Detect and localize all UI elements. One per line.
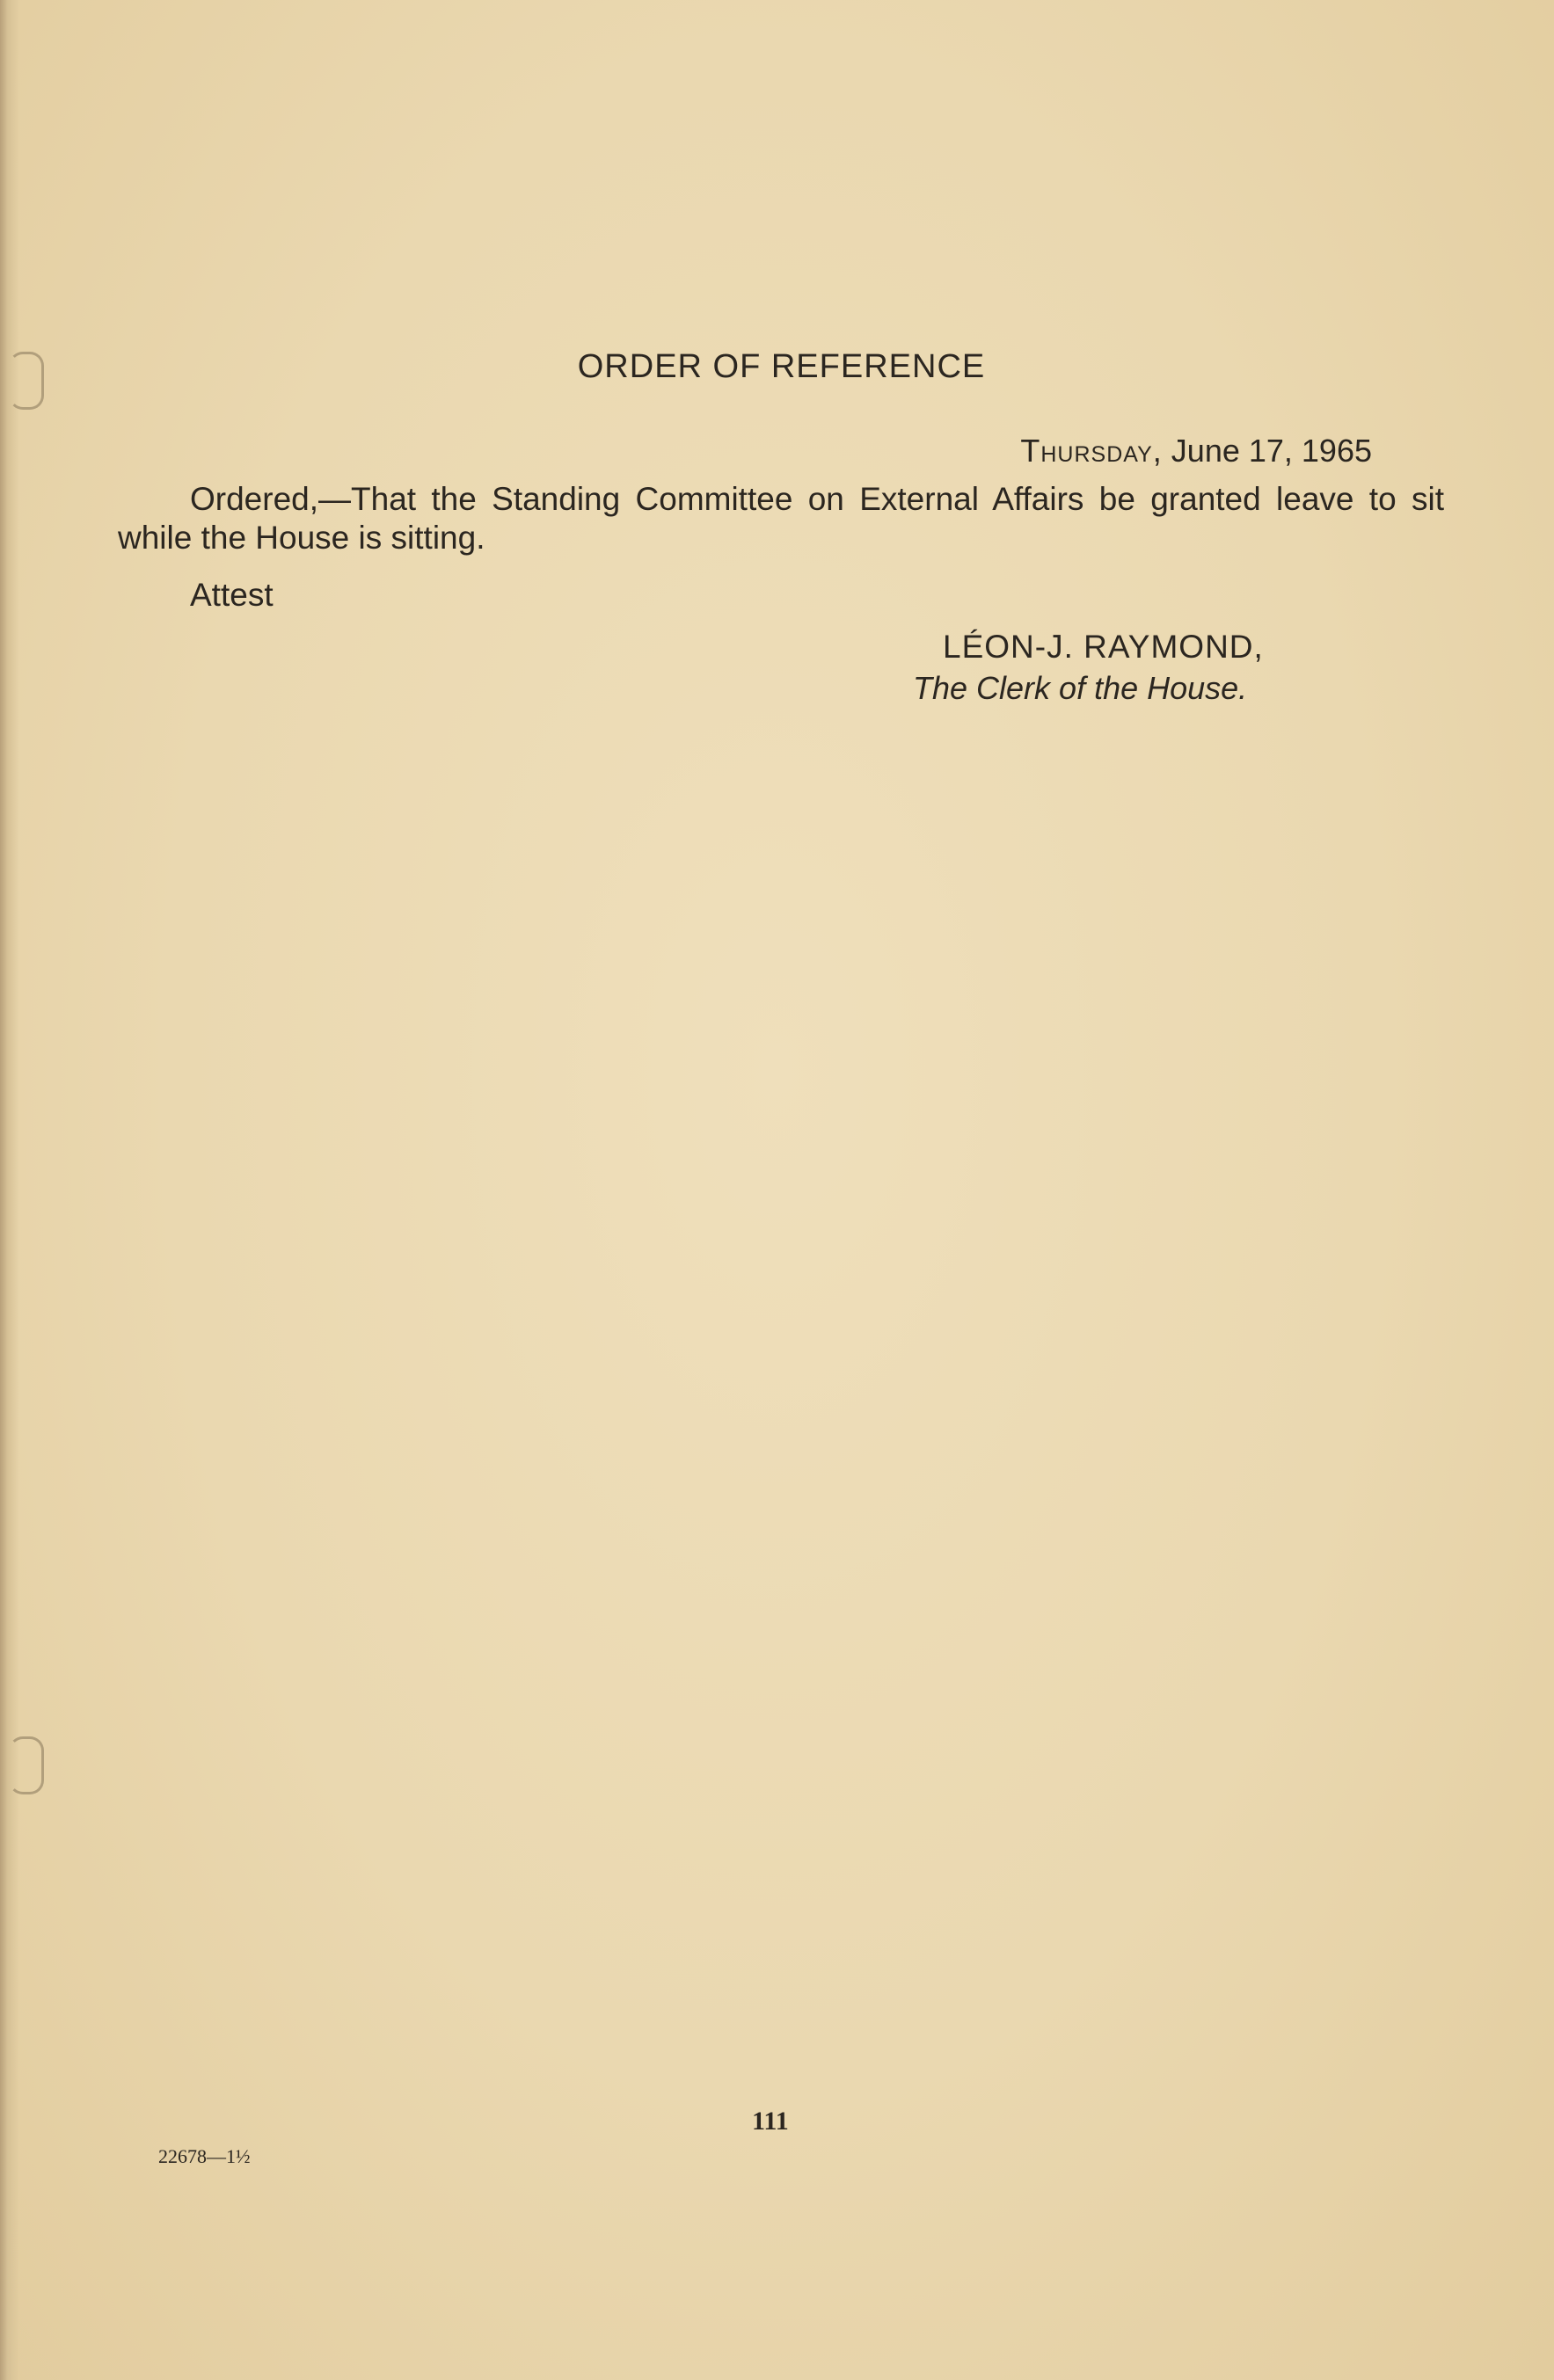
order-motion: Ordered,—That the Standing Committee on External Affairs be granted leave to sit while the House is sitting.	[118, 481, 1444, 556]
date-day: Thursday,	[1020, 433, 1163, 469]
date-text: June 17, 1965	[1171, 433, 1372, 469]
attest-label: Attest	[190, 577, 274, 613]
printer-code: 22678—1½	[158, 2145, 251, 2167]
page-number: 111	[752, 2107, 789, 2136]
staple-mark	[9, 1736, 44, 1794]
order-heading: ORDER OF REFERENCE	[577, 348, 986, 385]
signatory-name: LÉON-J. RAYMOND,	[943, 629, 1264, 665]
signatory-title: The Clerk of the House.	[913, 670, 1248, 706]
dateline	[1020, 433, 1372, 469]
